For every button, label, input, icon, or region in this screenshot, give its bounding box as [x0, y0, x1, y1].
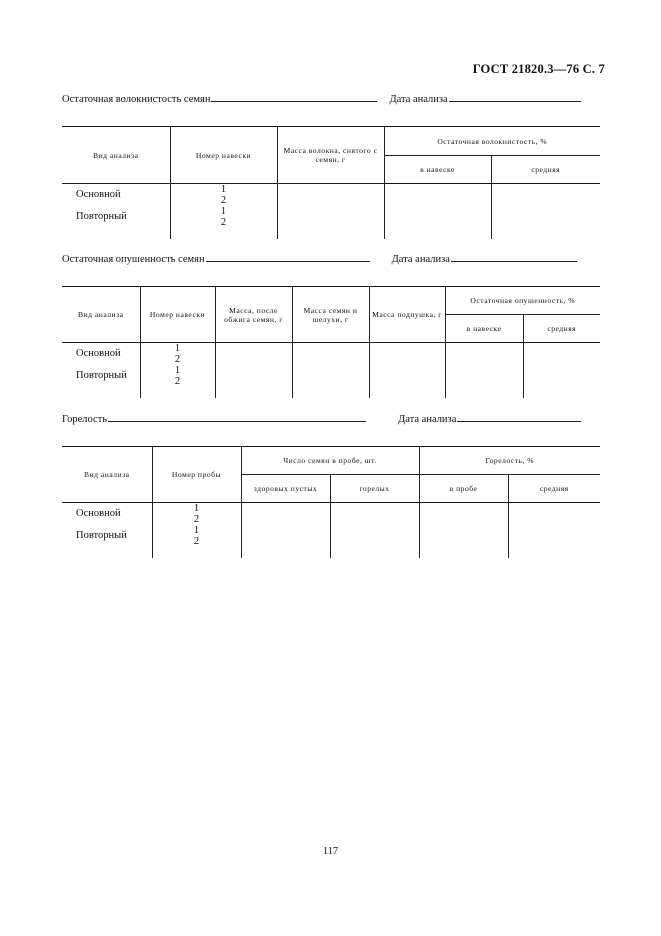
section1-fill-line: [211, 92, 377, 102]
section2-fill-line: [206, 252, 370, 262]
sample-number: 2: [193, 514, 200, 525]
section2-date-label: Дата анализа: [391, 254, 450, 265]
s1-sub-average: средняя: [491, 156, 600, 184]
sample-number: 1: [174, 343, 181, 354]
empty-cell: [241, 503, 330, 558]
sample-number: 2: [193, 536, 200, 547]
section1-table: [62, 126, 600, 239]
empty-cell: [523, 343, 600, 398]
s3-type-cell: [62, 503, 152, 558]
s1-sub-sample: в навеске: [384, 156, 491, 184]
empty-cell: [292, 343, 369, 398]
s3-col-group-count: Число семян в пробе, шт.: [241, 447, 419, 475]
s2-col-mass-burn: Масса, после обжига семян, г: [215, 287, 292, 343]
s1-col-type: Вид анализа: [62, 127, 170, 184]
s3-col-number: Номер пробы: [152, 447, 241, 503]
row-type: Основной: [76, 189, 121, 200]
s2-sub-average: средняя: [523, 315, 600, 343]
section1-date-label: Дата анализа: [389, 94, 448, 105]
sample-number: 2: [220, 217, 227, 228]
empty-cell: [445, 343, 523, 398]
row-type: Повторный: [76, 211, 127, 222]
s3-sub-burnt: горелых: [330, 475, 419, 503]
empty-cell: [419, 503, 508, 558]
section2-label: Остаточная опушенность семян: [62, 254, 205, 265]
empty-cell: [215, 343, 292, 398]
section2-line: [62, 252, 600, 265]
s3-col-type: Вид анализа: [62, 447, 152, 503]
s1-type-cell: [62, 184, 170, 239]
s2-col-group: Остаточная опушенность, %: [445, 287, 600, 315]
s2-sub-sample: в навеске: [445, 315, 523, 343]
s3-sub-healthy-empty: здоровых пустых: [241, 475, 330, 503]
s2-col-type: Вид анализа: [62, 287, 140, 343]
s3-sub-sample: в пробе: [419, 475, 508, 503]
s1-col-group: Остаточная волокнистость, %: [384, 127, 600, 156]
sample-number: 2: [220, 195, 227, 206]
s2-type-cell: [62, 343, 140, 398]
sample-number: 1: [220, 206, 227, 217]
section3-line: [62, 412, 600, 425]
sample-number: 1: [174, 365, 181, 376]
table-row: [62, 184, 600, 239]
section3-date-fill-line: [457, 412, 581, 422]
section1-line: [62, 92, 600, 105]
s2-col-mass-husk: Масса семян и шелухи, г: [292, 287, 369, 343]
section3-table: [62, 446, 600, 558]
table-row: [62, 503, 600, 558]
section3-label: Горелость: [62, 414, 108, 425]
page-number: 117: [322, 846, 339, 857]
section1-label: Остаточная волокнистость семян: [62, 94, 211, 105]
sample-number: 1: [220, 184, 227, 195]
row-type: Основной: [76, 508, 121, 519]
s2-col-mass-linter: Масса подпушка, г: [369, 287, 445, 343]
section3-date-label: Дата анализа: [398, 414, 457, 425]
section2-date-fill-line: [451, 252, 577, 262]
document-header: ГОСТ 21820.3—76 С. 7: [472, 62, 605, 76]
s1-number-cell: [170, 184, 277, 239]
s3-number-cell: [152, 503, 241, 558]
sample-number: 1: [193, 525, 200, 536]
row-type: Основной: [76, 348, 121, 359]
empty-cell: [277, 184, 384, 239]
s1-col-number: Номер навески: [170, 127, 277, 184]
section2-table: [62, 286, 600, 398]
empty-cell: [369, 343, 445, 398]
s2-col-number: Номер навески: [140, 287, 215, 343]
s1-col-mass: Масса волокна, снятого с семян, г: [277, 127, 384, 184]
section3-fill-line: [108, 412, 366, 422]
empty-cell: [330, 503, 419, 558]
sample-number: 2: [174, 354, 181, 365]
s3-col-group-burn: Горелость, %: [419, 447, 600, 475]
sample-number: 2: [174, 376, 181, 387]
section1-date-fill-line: [449, 92, 581, 102]
table-row: [62, 343, 600, 398]
row-type: Повторный: [76, 530, 127, 541]
empty-cell: [384, 184, 491, 239]
row-type: Повторный: [76, 370, 127, 381]
empty-cell: [491, 184, 600, 239]
sample-number: 1: [193, 503, 200, 514]
empty-cell: [508, 503, 600, 558]
s2-number-cell: [140, 343, 215, 398]
s3-sub-average: средняя: [508, 475, 600, 503]
